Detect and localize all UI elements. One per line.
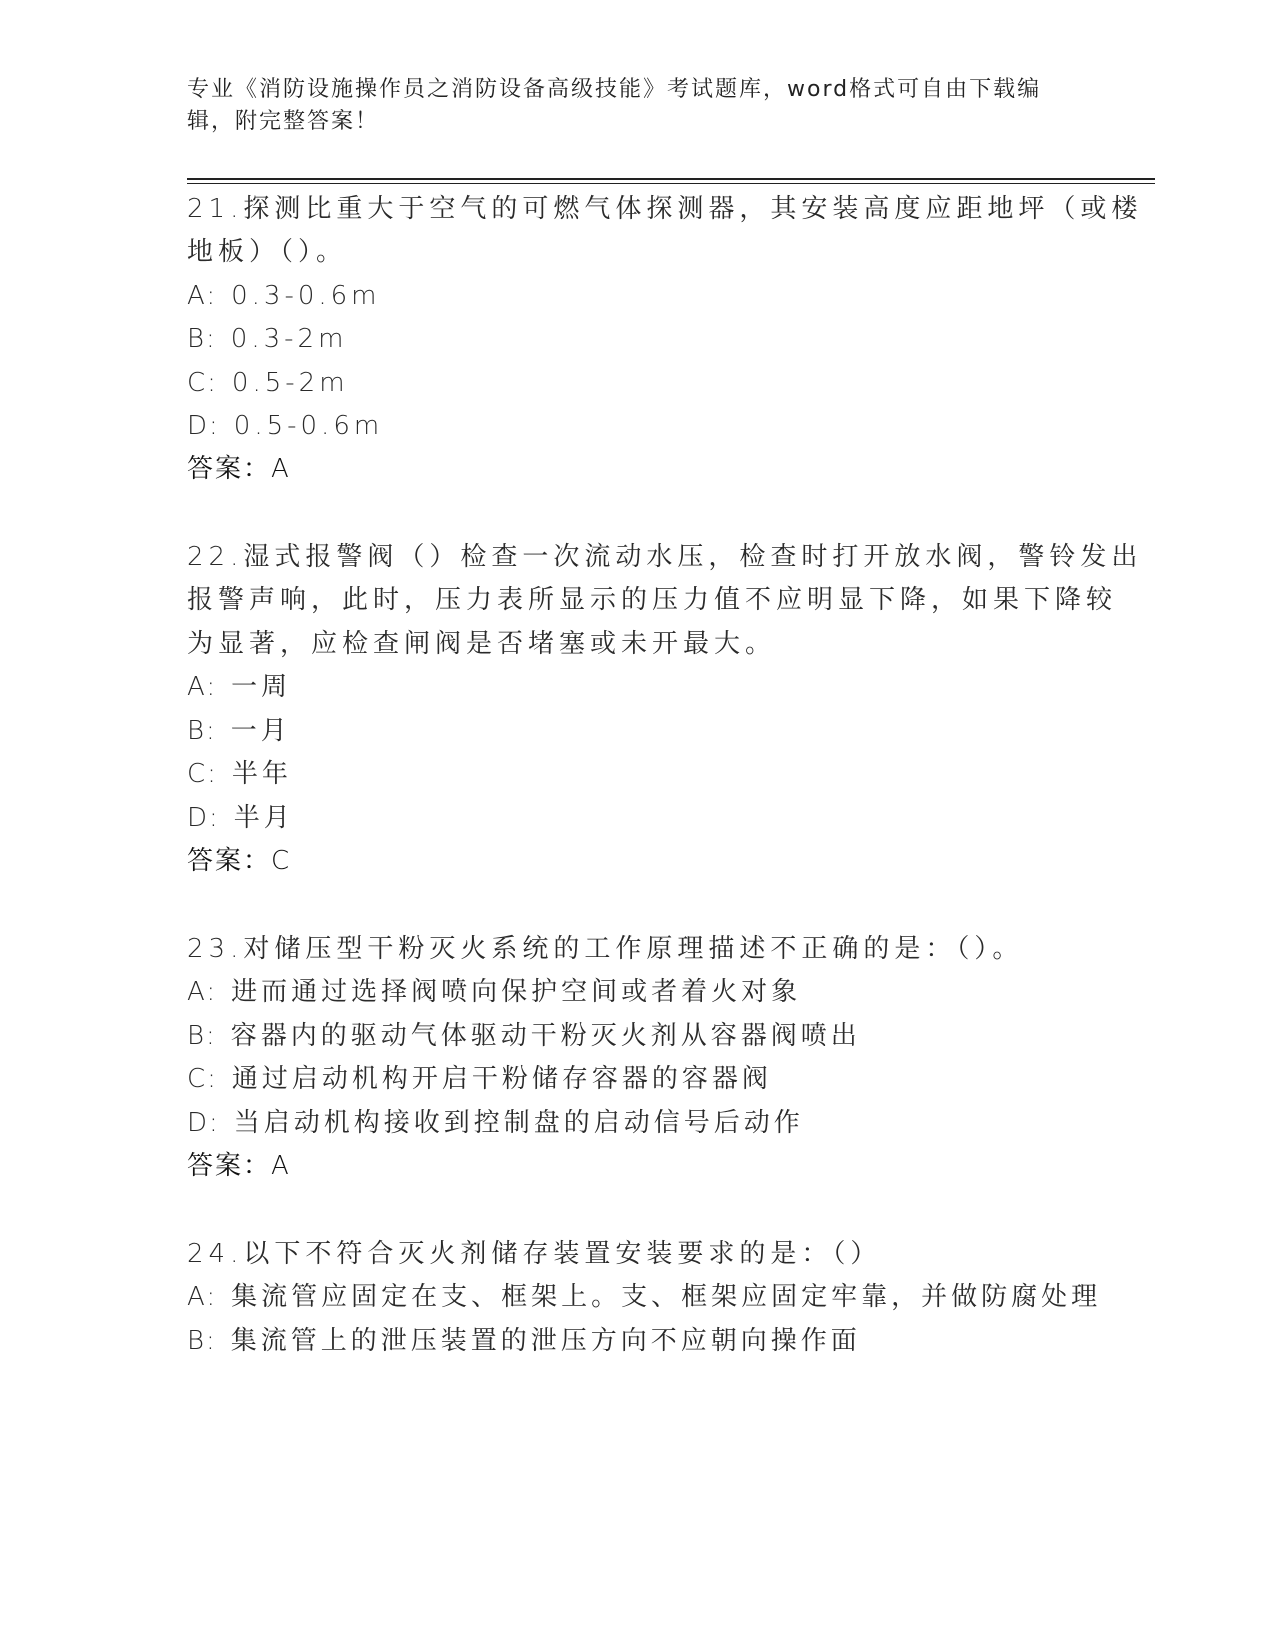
question-22-option-d xyxy=(187,801,294,835)
option-key: C: xyxy=(187,368,218,398)
option-key: D: xyxy=(187,411,220,441)
question-22-stem-line-1: 22.湿式报警阀（）检查一次流动水压，检查时打开放水阀，警铃发出 xyxy=(187,542,1143,572)
question-22-option-a xyxy=(187,670,291,704)
question-23-option-b xyxy=(187,1019,861,1053)
option-text: 通过启动机构开启干粉储存容器的容器阀 xyxy=(231,1064,772,1094)
option-key: B: xyxy=(187,1021,217,1051)
option-text: 0.5-2m xyxy=(231,368,349,398)
question-22-answer: 答案：C xyxy=(187,846,292,876)
option-key: C: xyxy=(187,759,218,789)
question-23-answer: 答案：A xyxy=(187,1151,291,1181)
question-21-option-d xyxy=(187,409,383,443)
option-key: A: xyxy=(187,672,218,702)
question-24-stem-line-1: 24.以下不符合灭火剂储存装置安装要求的是：（） xyxy=(187,1239,882,1269)
question-24-option-b xyxy=(187,1324,861,1358)
question-22-stem-line-2: 报警声响，此时，压力表所显示的压力值不应明显下降，如果下降较 xyxy=(187,585,1118,615)
option-text: 0.3-0.6m xyxy=(231,281,381,311)
question-22-option-b xyxy=(187,714,291,748)
question-21-option-c xyxy=(187,366,349,400)
option-key: D: xyxy=(187,1108,220,1138)
question-23-option-a xyxy=(187,975,801,1009)
document-intro: 专业《消防设施操作员之消防设备高级技能》考试题库，word格式可自由下载编辑，附完整答案！ xyxy=(187,77,1042,134)
option-text: 集流管应固定在支、框架上。支、框架应固定牢靠，并做防腐处理 xyxy=(231,1282,1102,1312)
option-text: 半年 xyxy=(231,759,292,789)
option-text: 集流管上的泄压装置的泄压方向不应朝向操作面 xyxy=(230,1326,861,1356)
question-21-option-a xyxy=(187,279,381,313)
question-23-option-d xyxy=(187,1106,804,1140)
option-text: 0.5-0.6m xyxy=(233,411,384,441)
option-key: B: xyxy=(187,1326,217,1356)
option-text: 一月 xyxy=(230,716,291,746)
option-key: A: xyxy=(187,1282,218,1312)
question-22-option-c xyxy=(187,757,292,791)
option-key: D: xyxy=(187,803,220,833)
question-23-option-c xyxy=(187,1062,772,1096)
header-divider xyxy=(187,178,1155,180)
option-key: A: xyxy=(187,977,218,1007)
option-key: A: xyxy=(187,281,218,311)
question-21-stem-line-1: 21.探测比重大于空气的可燃气体探测器，其安装高度应距地坪（或楼 xyxy=(187,194,1143,224)
option-text: 进而通过选择阀喷向保护空间或者着火对象 xyxy=(231,977,802,1007)
question-23-stem-line-1: 23.对储压型干粉灭火系统的工作原理描述不正确的是：（）。 xyxy=(187,934,1024,964)
question-24-option-a xyxy=(187,1280,1101,1314)
option-text: 当启动机构接收到控制盘的启动信号后动作 xyxy=(233,1108,804,1138)
header-divider-thin xyxy=(187,183,1155,184)
option-text: 0.3-2m xyxy=(230,324,348,354)
question-21-option-b xyxy=(187,322,347,356)
question-21-stem-line-2: 地板）（）。 xyxy=(187,237,348,267)
option-key: C: xyxy=(187,1064,218,1094)
option-text: 一周 xyxy=(231,672,292,702)
option-text: 容器内的驱动气体驱动干粉灭火剂从容器阀喷出 xyxy=(230,1021,861,1051)
question-21-answer: 答案：A xyxy=(187,454,291,484)
question-22-stem-line-3: 为显著，应检查闸阀是否堵塞或未开最大。 xyxy=(187,629,777,659)
option-key: B: xyxy=(187,716,217,746)
option-text: 半月 xyxy=(233,803,294,833)
option-key: B: xyxy=(187,324,217,354)
